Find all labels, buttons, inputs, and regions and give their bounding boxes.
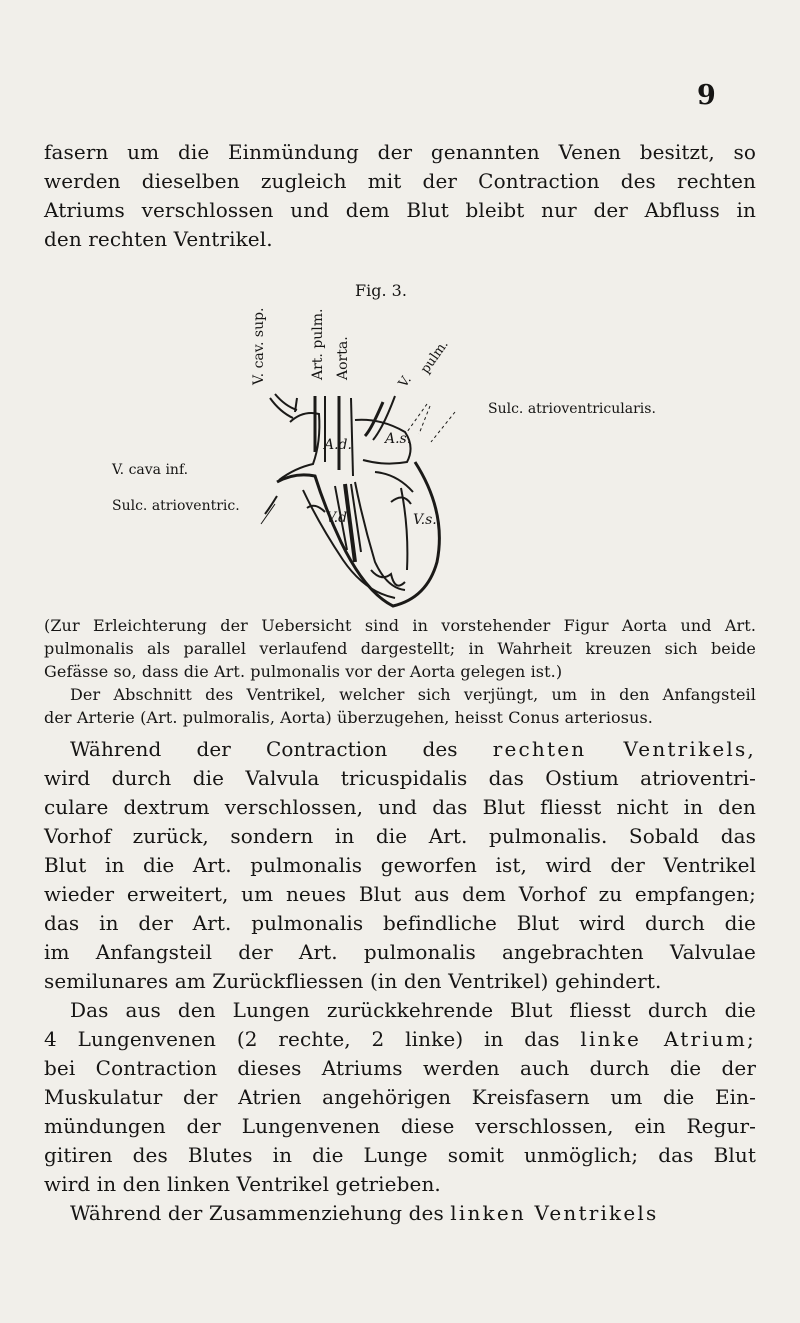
caption-line: Gefässe so, dass die Art. pulmonalis vor der Aorta gelegen ist.) — [44, 662, 563, 681]
text-line: culare dextrum verschlossen, und das Blut fliesst nicht in den — [44, 795, 756, 819]
text-line: Muskulatur der Atrien angehörigen Kreisfasern um die Ein- — [44, 1085, 756, 1109]
label-sulc-atrioventric: Sulc. atrioventric. — [112, 498, 240, 514]
text-line — [44, 1027, 756, 1051]
caption-line: pulmonalis als parallel verlaufend dargestellt; in Wahrheit kreuzen sich beide — [44, 639, 756, 658]
text-line: Vorhof zurück, sondern in die Art. pulmonalis. Sobald das — [44, 824, 756, 848]
text-line: Atriums verschlossen und dem Blut bleibt nur der Abfluss in — [44, 198, 756, 222]
text-line: fasern um die Einmündung der genannten Venen besitzt, so — [44, 140, 756, 164]
text-line: bei Contraction dieses Atriums werden auch durch die der — [44, 1056, 756, 1080]
text-line: Das aus den Lungen zurückkehrende Blut fliesst durch die — [70, 998, 756, 1022]
diagonal-label-pulm: pulm. — [418, 337, 452, 377]
text-line: das in der Art. pulmonalis befindliche Blut wird durch die — [44, 911, 756, 935]
caption-line: Der Abschnitt des Ventrikel, welcher sich verjüngt, um in den Anfangsteil — [70, 685, 756, 704]
text-segment: 4 Lungenvenen (2 rechte, 2 linke) in das — [44, 1027, 581, 1051]
label-sulc-atrioventricularis: Sulc. atrioventricularis. — [488, 401, 656, 417]
heart-diagram — [255, 392, 480, 614]
vertical-label-aorta: Aorta. — [335, 336, 351, 380]
text-line: wird durch die Valvula tricuspidalis das Ostium atrioventri- — [44, 766, 756, 790]
caption-line: (Zur Erleichterung der Uebersicht sind in vorstehender Figur Aorta und Art. — [44, 616, 756, 635]
text-line: wird in den linken Ventrikel getrieben. — [44, 1172, 441, 1196]
label-atrium-sinistrum: A.s. — [385, 431, 412, 447]
text-line: im Anfangsteil der Art. pulmonalis angebrachten Valvulae — [44, 940, 756, 964]
label-ventriculus-sinister: V.s. — [413, 512, 437, 528]
text-line — [44, 737, 756, 761]
diagonal-label-v: V. — [396, 372, 415, 391]
text-segment: Während der Contraction des — [70, 737, 493, 761]
text-line: semilunares am Zurückfliessen (in den Ventrikel) gehindert. — [44, 969, 662, 993]
spaced-text: linke Atrium; — [580, 1027, 756, 1051]
text-line: gitiren des Blutes in die Lunge somit unmöglich; das Blut — [44, 1143, 756, 1167]
text-line: wieder erweitert, um neues Blut aus dem Vorhof zu empfangen; — [44, 882, 756, 906]
text-line: werden dieselben zugleich mit der Contraction des rechten — [44, 169, 756, 193]
label-v-cava-inf: V. cava inf. — [112, 462, 189, 478]
text-line — [44, 1201, 756, 1225]
vertical-label-v-cav-sup: V. cav. sup. — [251, 307, 267, 385]
spaced-text: linken Ventrikels — [450, 1201, 659, 1225]
label-ventriculus-dexter: V.d. — [326, 510, 352, 526]
text-segment: Während der Zusammenziehung des — [70, 1201, 451, 1225]
vertical-label-art-pulm: Art. pulm. — [310, 308, 326, 380]
text-line: Blut in die Art. pulmonalis geworfen ist, wird der Ventrikel — [44, 853, 756, 877]
figure-label: Fig. 3. — [355, 281, 407, 300]
spaced-text: rechten Ventrikels, — [492, 737, 756, 761]
page-number: 9 — [697, 80, 716, 111]
label-atrium-dextrum: A.d. — [324, 437, 352, 453]
caption-line: der Arterie (Art. pulmoralis, Aorta) überzugehen, heisst Conus arteriosus. — [44, 708, 653, 727]
text-line: den rechten Ventrikel. — [44, 227, 273, 251]
text-line: mündungen der Lungenvenen diese verschlossen, ein Regur- — [44, 1114, 756, 1138]
